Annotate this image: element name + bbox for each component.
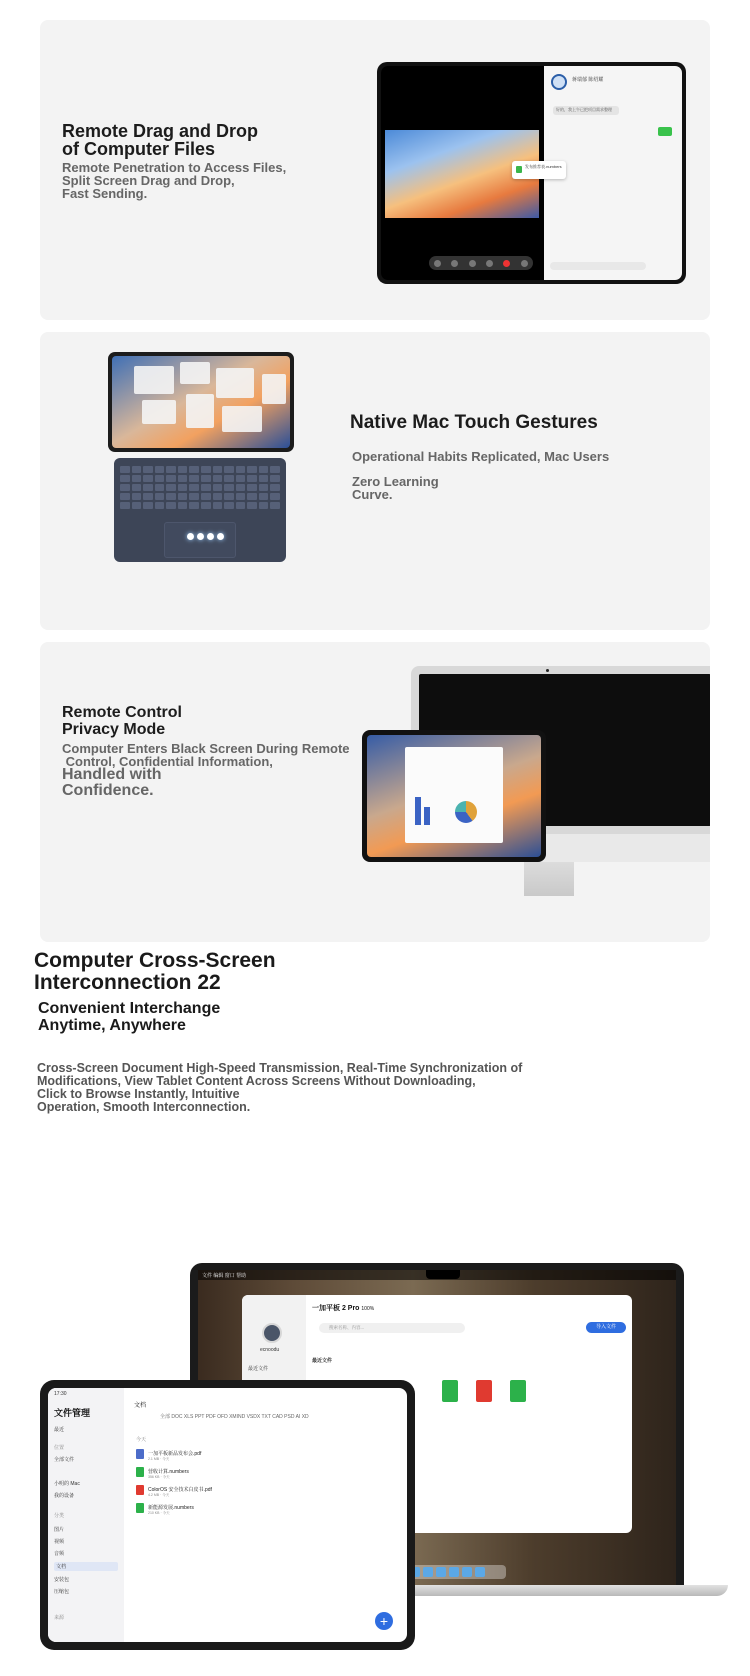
feature-description: Remote Penetration to Access Files, Split Screen Drag and Drop, Fast Sending. bbox=[62, 160, 287, 201]
file-row[interactable] bbox=[136, 1450, 201, 1462]
pdf-file-icon[interactable] bbox=[476, 1380, 492, 1402]
chat-bubble: 好的，我上午已把项目需求整理 bbox=[553, 106, 619, 115]
tablet-file-manager-mockup bbox=[40, 1380, 415, 1650]
mac-dock bbox=[406, 1565, 506, 1579]
feature-title: Remote Control Privacy Mode bbox=[62, 704, 182, 738]
search-input[interactable]: 搜索名称、内容... bbox=[319, 1323, 465, 1333]
recent-files-label: 最近文件 bbox=[312, 1358, 333, 1364]
tablet-screen bbox=[367, 735, 541, 857]
battery-level: 100% bbox=[361, 1306, 375, 1312]
feature-card-drag-drop bbox=[40, 20, 710, 320]
touch-points-icon bbox=[187, 533, 224, 540]
chat-contact-name: 蒋瑞郁 陈绍耀 bbox=[572, 77, 604, 83]
sidebar-section-source: 来源 bbox=[54, 1615, 65, 1621]
sidebar-item-documents[interactable]: 文档 bbox=[54, 1562, 118, 1571]
file-meta: 4.2 MB · 今天 bbox=[148, 1493, 170, 1497]
avatar bbox=[262, 1323, 282, 1343]
tablet-mockup bbox=[362, 730, 546, 862]
tablet-screen bbox=[112, 356, 290, 448]
device-title: 一加平板 2 Pro 100% bbox=[312, 1305, 375, 1312]
file-name: 新能源发展.numbers bbox=[148, 1505, 194, 1511]
feature-description: Operational Habits Replicated, Mac Users bbox=[352, 449, 610, 464]
feature-card-touch-gestures bbox=[40, 332, 710, 630]
tablet-mockup bbox=[377, 62, 686, 284]
add-file-button[interactable]: + bbox=[375, 1612, 393, 1630]
sidebar-section-location: 位置 bbox=[54, 1445, 65, 1451]
imac-stand bbox=[524, 862, 574, 896]
remote-control-toolbar bbox=[429, 256, 533, 270]
file-name: 一加平板新品发布会.pdf bbox=[148, 1451, 202, 1457]
sidebar-item-all-files[interactable]: 全部文件 bbox=[54, 1457, 75, 1463]
pie-chart-icon bbox=[455, 801, 477, 823]
file-manager-sidebar bbox=[48, 1388, 124, 1642]
file-name: 营收计算.numbers bbox=[148, 1469, 189, 1475]
file-name: ColorOS 安全技术白皮书.pdf bbox=[148, 1487, 212, 1493]
sidebar-item-installers[interactable]: 安装包 bbox=[54, 1577, 70, 1583]
sidebar-item-videos[interactable]: 视频 bbox=[54, 1539, 65, 1545]
dragged-file-card: 发布推荐表.numbers bbox=[512, 161, 566, 179]
section-title: Computer Cross-Screen Interconnection 22 bbox=[34, 949, 276, 994]
file-meta: 210 KB · 今天 bbox=[148, 1511, 170, 1515]
feature-title: Remote Drag and Drop of Computer Files bbox=[62, 121, 259, 159]
sidebar-section-category: 分类 bbox=[54, 1513, 65, 1519]
feature-title: Native Mac Touch Gestures bbox=[350, 412, 598, 433]
camera-icon bbox=[546, 669, 549, 672]
sidebar-item-mac[interactable]: 小明的 Mac bbox=[54, 1481, 80, 1487]
keyboard-keys bbox=[120, 466, 280, 509]
keyboard-cover bbox=[114, 458, 286, 562]
chat-bubble-sent bbox=[658, 127, 672, 136]
feature-description: Computer Enters Black Screen During Remote Control, Confidential Information, bbox=[62, 741, 350, 769]
tablet-screen bbox=[381, 66, 682, 280]
file-row[interactable] bbox=[136, 1468, 189, 1480]
sidebar-item-archives[interactable]: 压缩包 bbox=[54, 1589, 70, 1595]
today-label: 今天 bbox=[136, 1437, 147, 1443]
notch bbox=[426, 1270, 460, 1279]
spreadsheet-window bbox=[405, 747, 503, 843]
section-paragraph: Cross-Screen Document High-Speed Transmission, Real-Time Synchronization of Modifications, View Tablet Content Across Screens Without Downloading, Click to Browse Instantly, Intuitive Operation, Smooth Interconnection. bbox=[37, 1061, 523, 1114]
mac-menubar: 文件 编辑 窗口 帮助 bbox=[198, 1270, 676, 1280]
page-title: 文档 bbox=[134, 1403, 147, 1409]
sidebar-item-recent[interactable]: 最近文件 bbox=[248, 1366, 269, 1372]
numbers-file-icon[interactable] bbox=[442, 1380, 458, 1402]
feature-card-privacy-mode bbox=[40, 642, 710, 942]
tablet-mockup bbox=[108, 352, 294, 452]
trackpad bbox=[164, 522, 236, 558]
avatar bbox=[551, 74, 567, 90]
chat-input bbox=[550, 262, 646, 270]
sidebar-item-recent[interactable]: 最近 bbox=[54, 1427, 65, 1433]
user-name: ecnoodu bbox=[260, 1347, 280, 1353]
feature-description-continued: Zero Learning Curve. bbox=[352, 474, 439, 502]
file-row[interactable] bbox=[136, 1504, 194, 1516]
section-subtitle: Convenient Interchange Anytime, Anywhere bbox=[38, 1000, 221, 1034]
file-row[interactable] bbox=[136, 1486, 212, 1498]
status-time: 17:30 bbox=[54, 1391, 67, 1397]
sidebar-item-audio[interactable]: 音频 bbox=[54, 1551, 65, 1557]
numbers-file-icon[interactable] bbox=[510, 1380, 526, 1402]
file-meta: 356 KB · 今天 bbox=[148, 1475, 170, 1479]
sidebar-item-device[interactable]: 我的设备 bbox=[54, 1493, 75, 1499]
file-type-tabs[interactable]: 全部 DOC XLS PPT PDF OFD XMIND VSDX TXT CAD PSD AI XD bbox=[160, 1414, 309, 1420]
sidebar-title: 文件管理 bbox=[54, 1408, 91, 1418]
file-meta: 2.1 MB · 今天 bbox=[148, 1457, 170, 1461]
feature-description-continued: Handled with Confidence. bbox=[62, 766, 162, 799]
import-file-button[interactable]: 导入文件 bbox=[586, 1322, 626, 1333]
tablet-screen bbox=[48, 1388, 407, 1642]
sidebar-item-images[interactable]: 图片 bbox=[54, 1527, 65, 1533]
